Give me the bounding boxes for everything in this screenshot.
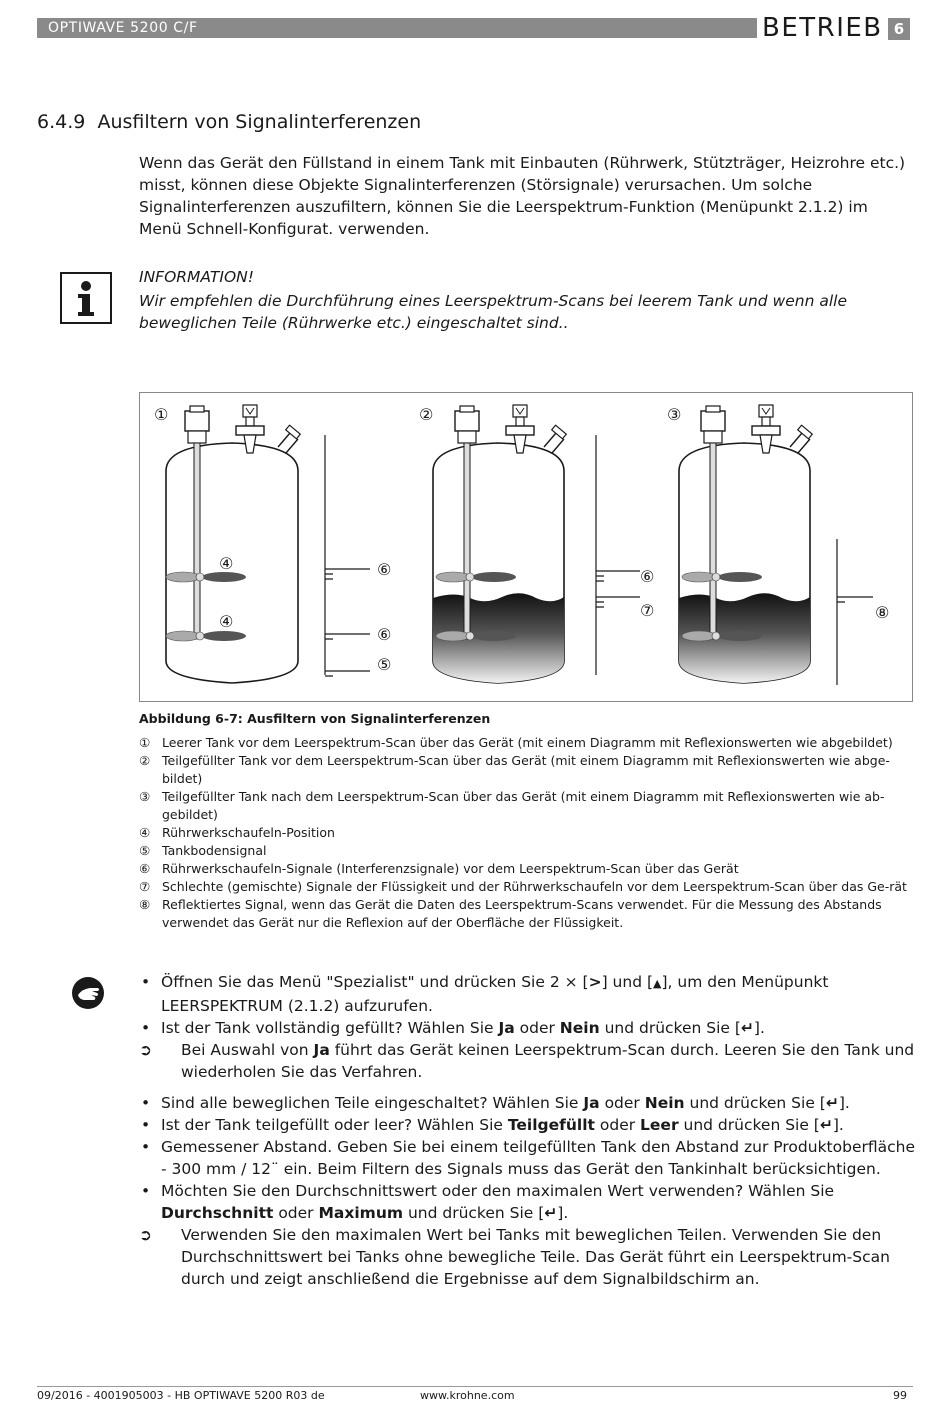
marker-7: ⑦: [640, 601, 655, 620]
intro-paragraph: Wenn das Gerät den Füllstand in einem Tank mit Einbauten (Rührwerk, Stützträger, Heizrohre etc.) misst, können diese Objekte Signalinterferenzen (Störsignale) verursachen. Um solche Signalinterferenzen auszufiltern, können Sie die Leerspektrum-Funktion (Menüpunkt 2.1.2) im Menü Schnell-Konfigurat. verwenden.: [139, 154, 906, 238]
step-text: [161, 1114, 844, 1136]
header-chapter: BETRIEB: [762, 13, 883, 43]
hand-icon: [70, 975, 106, 1011]
option-ja: Ja: [498, 1019, 515, 1037]
footer-website: www.krohne.com: [420, 1389, 515, 1402]
step-text-part: Sind alle beweglichen Teile eingeschaltet? Wählen Sie: [161, 1094, 584, 1112]
information-title: INFORMATION!: [139, 268, 254, 286]
step-text-part: Bei Auswahl von: [181, 1041, 314, 1059]
information-icon: [60, 272, 112, 324]
step-text-part: Ist der Tank teilgefüllt oder leer? Wählen Sie: [161, 1116, 508, 1134]
tank-1: [166, 405, 300, 683]
step-item: [139, 1180, 919, 1224]
marker-4b: ④: [219, 612, 234, 631]
step-text-part: ], um den Menüpunkt LEERSPEKTRUM (2.1.2) aufzurufen.: [161, 973, 829, 1015]
marker-2: ②: [419, 405, 434, 424]
legend-number: ⑦: [139, 879, 151, 894]
step-text-part: ] und [: [601, 973, 654, 991]
step-text-part: ].: [753, 1019, 765, 1037]
step-text: [161, 1092, 850, 1114]
legend-item: [139, 788, 914, 824]
step-text-part: Möchten Sie den Durchschnittswert oder den maximalen Wert verwenden? Wählen Sie: [161, 1182, 835, 1200]
tank-3: [679, 405, 812, 683]
step-text: [161, 1180, 919, 1224]
step-item: [139, 1092, 919, 1114]
option-leer: Leer: [640, 1116, 679, 1134]
legend-text: Teilgefüllter Tank nach dem Leerspektrum-Scan über das Gerät (mit einem Diagramm mit Reflexionswerten wie ab-gebildet): [162, 789, 885, 822]
figure-legend: [139, 734, 914, 932]
step-text: [161, 971, 919, 1017]
legend-number: ⑧: [139, 897, 151, 912]
marker-1: ①: [154, 405, 169, 424]
option-durchschnitt: Durchschnitt: [161, 1204, 274, 1222]
step-bullet: •: [141, 1138, 151, 1156]
result-arrow-icon: ➲: [139, 1226, 152, 1244]
step-text-part: und drücken Sie [: [684, 1094, 826, 1112]
legend-number: ④: [139, 825, 151, 840]
step-item: [139, 1136, 919, 1180]
step-item: [139, 1114, 919, 1136]
step-bullet: •: [141, 1094, 151, 1112]
legend-item: [139, 842, 914, 860]
option-ja: Ja: [313, 1041, 330, 1059]
step-text: [161, 1017, 765, 1039]
figure-caption: Abbildung 6-7: Ausfiltern von Signalinterferenzen: [139, 711, 491, 726]
legend-number: ⑤: [139, 843, 151, 858]
legend-number: ②: [139, 753, 151, 768]
legend-item: [139, 734, 914, 752]
step-text-part: ].: [557, 1204, 569, 1222]
result-text: Verwenden Sie den maximalen Wert bei Tanks mit beweglichen Teilen. Verwenden Sie den Durchschnittswert bei Tanks ohne bewegliche Teile. Das Gerät führt ein Leerspektrum-Scan durch und zeigt anschließend die Ergebnisse auf dem Signalbildschirm an.: [181, 1226, 890, 1288]
marker-6b: ⑥: [377, 625, 392, 644]
information-text: Wir empfehlen die Durchführung eines Leerspektrum-Scans bei leerem Tank und wenn alle beweglichen Teile (Rührwerke etc.) eingeschaltet sind..: [139, 292, 847, 332]
legend-number: ⑥: [139, 861, 151, 876]
result-text: [181, 1039, 919, 1083]
legend-item: [139, 860, 914, 878]
marker-6c: ⑥: [640, 567, 655, 586]
step-text-part: und drücken Sie [: [678, 1116, 820, 1134]
instruction-steps: [139, 971, 919, 1290]
marker-8: ⑧: [875, 603, 890, 622]
step-text-part: und drücken Sie [: [599, 1019, 741, 1037]
legend-text: Tankbodensignal: [162, 843, 267, 858]
step-text-part: oder: [599, 1094, 645, 1112]
step-text-part: oder: [514, 1019, 560, 1037]
step-bullet: •: [141, 1182, 151, 1200]
key-enter: ↵: [825, 1094, 839, 1112]
option-nein: Nein: [559, 1019, 600, 1037]
result-item: [139, 1224, 919, 1290]
step-bullet: •: [141, 1019, 151, 1037]
option-ja: Ja: [583, 1094, 600, 1112]
legend-text: Schlechte (gemischte) Signale der Flüssigkeit und der Rührwerkschaufeln vor dem Leerspektrum-Scan über das Ge-rät: [162, 879, 907, 894]
step-text-part: oder: [594, 1116, 641, 1134]
step-text-part: und drücken Sie [: [403, 1204, 545, 1222]
legend-text: Reflektiertes Signal, wenn das Gerät die Daten des Leerspektrum-Scans verwendet. Für die Messung des Abstands verwendet das Gerät nur die Reflexion auf der Oberfläche der Flüssigkeit.: [162, 897, 882, 930]
marker-4a: ④: [219, 554, 234, 573]
tank-2: [433, 405, 566, 683]
legend-item: [139, 752, 914, 788]
legend-text: Rührwerkschaufeln-Position: [162, 825, 335, 840]
result-arrow-icon: ➲: [139, 1041, 152, 1059]
header-chapter-number: 6: [888, 18, 910, 40]
step-bullet: •: [141, 973, 151, 991]
result-item: [139, 1039, 919, 1083]
legend-item: [139, 824, 914, 842]
section-title-text: Ausfiltern von Signalinterferenzen: [97, 111, 422, 133]
key-enter: ↵: [544, 1204, 558, 1222]
key-right: >: [588, 973, 602, 991]
step-text: Gemessener Abstand. Geben Sie bei einem teilgefüllten Tank den Abstand zur Produktoberfläche - 300 mm / 12¨ ein. Beim Filtern des Signals muss das Gerät den Tankinhalt berücksichtigen.: [161, 1138, 915, 1178]
footer-divider: [37, 1386, 913, 1387]
section-title: [37, 111, 421, 133]
step-item: [139, 971, 919, 1017]
key-enter: ↵: [819, 1116, 833, 1134]
footer-page-number: 99: [893, 1389, 907, 1402]
marker-6a: ⑥: [377, 560, 392, 579]
step-item: [139, 1017, 919, 1039]
legend-item: [139, 896, 914, 932]
step-text-part: ].: [838, 1094, 850, 1112]
key-enter: ↵: [740, 1019, 754, 1037]
legend-text: Teilgefüllter Tank vor dem Leerspektrum-Scan über das Gerät (mit einem Diagramm mit Reflexionswerten wie abge-bildet): [162, 753, 890, 786]
legend-number: ①: [139, 735, 151, 750]
legend-text: Leerer Tank vor dem Leerspektrum-Scan über das Gerät (mit einem Diagramm mit Reflexionswerten wie abgebildet): [162, 735, 893, 750]
header-product: OPTIWAVE 5200 C/F: [48, 20, 198, 36]
step-text-part: oder: [273, 1204, 319, 1222]
legend-number: ③: [139, 789, 151, 804]
legend-text: Rührwerkschaufeln-Signale (Interferenzsignale) vor dem Leerspektrum-Scan über das Gerät: [162, 861, 739, 876]
option-nein: Nein: [644, 1094, 685, 1112]
option-maximum: Maximum: [318, 1204, 404, 1222]
step-text-part: Ist der Tank vollständig gefüllt? Wählen Sie: [161, 1019, 499, 1037]
option-teilgefuellt: Teilgefüllt: [507, 1116, 595, 1134]
step-text-part: ].: [832, 1116, 844, 1134]
step-text-part: Öffnen Sie das Menü "Spezialist" und drücken Sie 2 × [: [161, 973, 589, 991]
key-up: ▲: [653, 977, 662, 990]
figure-tank-diagram: [139, 392, 913, 702]
marker-5: ⑤: [377, 655, 392, 674]
step-text-part: führt das Gerät keinen Leerspektrum-Scan durch. Leeren Sie den Tank und wiederholen Sie das Verfahren.: [181, 1041, 915, 1081]
step-bullet: •: [141, 1116, 151, 1134]
section-number: 6.4.9: [37, 111, 86, 133]
footer-document-id: 09/2016 - 4001905003 - HB OPTIWAVE 5200 R03 de: [37, 1389, 325, 1402]
legend-item: [139, 878, 914, 896]
marker-3: ③: [667, 405, 682, 424]
